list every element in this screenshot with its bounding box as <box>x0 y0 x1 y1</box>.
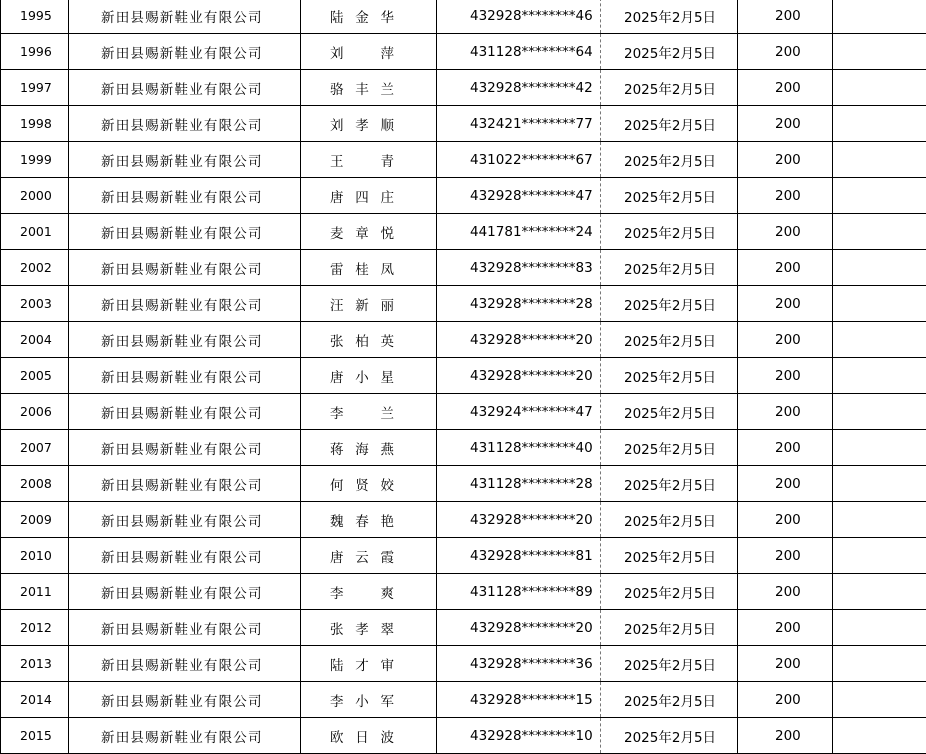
date-cell: 2025年2月5日 <box>601 394 738 430</box>
row-number: 2015 <box>1 718 69 754</box>
row-number: 2003 <box>1 286 69 322</box>
amount-cell: 200 <box>738 574 833 610</box>
company-cell: 新田县赐新鞋业有限公司 <box>69 250 301 286</box>
table-row <box>1 646 926 682</box>
name-cell <box>301 430 437 466</box>
table-row <box>1 502 926 538</box>
company-cell: 新田县赐新鞋业有限公司 <box>69 538 301 574</box>
empty-cell <box>833 250 926 286</box>
name-cell <box>301 70 437 106</box>
company-cell: 新田县赐新鞋业有限公司 <box>69 502 301 538</box>
row-number: 2009 <box>1 502 69 538</box>
row-number: 2011 <box>1 574 69 610</box>
name-text: 欧日波 <box>330 726 394 746</box>
name-cell <box>301 214 437 250</box>
name-text: 唐云霞 <box>330 546 394 566</box>
table-row <box>1 718 926 754</box>
row-number: 2004 <box>1 322 69 358</box>
date-cell: 2025年2月5日 <box>601 718 738 754</box>
name-cell <box>301 142 437 178</box>
id-number-cell: 431128********64 <box>437 34 601 70</box>
amount-cell: 200 <box>738 646 833 682</box>
name-cell <box>301 718 437 754</box>
name-text: 陆才审 <box>330 654 394 674</box>
id-number-cell: 432928********36 <box>437 646 601 682</box>
name-text: 李 爽 <box>330 582 394 602</box>
id-number-cell: 432928********15 <box>437 682 601 718</box>
name-text: 唐四庄 <box>330 186 394 206</box>
date-cell: 2025年2月5日 <box>601 538 738 574</box>
table-body <box>1 0 926 754</box>
table-row <box>1 214 926 250</box>
name-cell <box>301 646 437 682</box>
id-number-cell: 432928********42 <box>437 70 601 106</box>
empty-cell <box>833 286 926 322</box>
empty-cell <box>833 358 926 394</box>
table-row <box>1 106 926 142</box>
table-row <box>1 70 926 106</box>
name-cell <box>301 358 437 394</box>
amount-cell: 200 <box>738 394 833 430</box>
date-cell: 2025年2月5日 <box>601 358 738 394</box>
empty-cell <box>833 574 926 610</box>
row-number: 1995 <box>1 0 69 34</box>
name-text: 汪新丽 <box>330 294 394 314</box>
row-number: 2000 <box>1 178 69 214</box>
name-text: 何贤姣 <box>330 474 394 494</box>
empty-cell <box>833 178 926 214</box>
date-cell: 2025年2月5日 <box>601 178 738 214</box>
empty-cell <box>833 214 926 250</box>
name-text: 李小军 <box>330 690 394 710</box>
company-cell: 新田县赐新鞋业有限公司 <box>69 178 301 214</box>
table-row <box>1 34 926 70</box>
id-number-cell: 431022********67 <box>437 142 601 178</box>
empty-cell <box>833 538 926 574</box>
table-row <box>1 286 926 322</box>
name-text: 蒋海燕 <box>330 438 394 458</box>
name-text: 魏春艳 <box>330 510 394 530</box>
company-cell: 新田县赐新鞋业有限公司 <box>69 322 301 358</box>
id-number-cell: 432928********81 <box>437 538 601 574</box>
amount-cell: 200 <box>738 286 833 322</box>
name-text: 唐小星 <box>330 366 394 386</box>
table-row <box>1 430 926 466</box>
amount-cell: 200 <box>738 142 833 178</box>
date-cell: 2025年2月5日 <box>601 430 738 466</box>
row-number: 2010 <box>1 538 69 574</box>
date-cell: 2025年2月5日 <box>601 34 738 70</box>
id-number-cell: 432421********77 <box>437 106 601 142</box>
empty-cell <box>833 718 926 754</box>
name-cell <box>301 34 437 70</box>
amount-cell: 200 <box>738 250 833 286</box>
date-cell: 2025年2月5日 <box>601 214 738 250</box>
amount-cell: 200 <box>738 682 833 718</box>
company-cell: 新田县赐新鞋业有限公司 <box>69 646 301 682</box>
id-number-cell: 441781********24 <box>437 214 601 250</box>
table-row <box>1 322 926 358</box>
name-text: 麦章悦 <box>330 222 394 242</box>
name-text: 张柏英 <box>330 330 394 350</box>
id-number-cell: 432928********83 <box>437 250 601 286</box>
table-row <box>1 466 926 502</box>
name-cell <box>301 502 437 538</box>
table-row <box>1 574 926 610</box>
row-number: 2014 <box>1 682 69 718</box>
company-cell: 新田县赐新鞋业有限公司 <box>69 106 301 142</box>
date-cell: 2025年2月5日 <box>601 142 738 178</box>
row-number: 1997 <box>1 70 69 106</box>
empty-cell <box>833 34 926 70</box>
company-cell: 新田县赐新鞋业有限公司 <box>69 358 301 394</box>
empty-cell <box>833 430 926 466</box>
name-cell <box>301 394 437 430</box>
name-cell <box>301 610 437 646</box>
company-cell: 新田县赐新鞋业有限公司 <box>69 286 301 322</box>
company-cell: 新田县赐新鞋业有限公司 <box>69 430 301 466</box>
empty-cell <box>833 502 926 538</box>
amount-cell: 200 <box>738 214 833 250</box>
date-cell: 2025年2月5日 <box>601 286 738 322</box>
date-cell: 2025年2月5日 <box>601 70 738 106</box>
row-number: 2013 <box>1 646 69 682</box>
id-number-cell: 432928********20 <box>437 358 601 394</box>
company-cell: 新田县赐新鞋业有限公司 <box>69 394 301 430</box>
empty-cell <box>833 0 926 34</box>
empty-cell <box>833 142 926 178</box>
empty-cell <box>833 70 926 106</box>
amount-cell: 200 <box>738 466 833 502</box>
date-cell: 2025年2月5日 <box>601 682 738 718</box>
row-number: 2007 <box>1 430 69 466</box>
id-number-cell: 432928********47 <box>437 178 601 214</box>
name-text: 刘孝顺 <box>330 114 394 134</box>
table-row <box>1 358 926 394</box>
row-number: 1998 <box>1 106 69 142</box>
id-number-cell: 432924********47 <box>437 394 601 430</box>
empty-cell <box>833 394 926 430</box>
row-number: 2002 <box>1 250 69 286</box>
name-cell <box>301 538 437 574</box>
amount-cell: 200 <box>738 538 833 574</box>
company-cell: 新田县赐新鞋业有限公司 <box>69 466 301 502</box>
id-number-cell: 432928********20 <box>437 322 601 358</box>
id-number-cell: 432928********20 <box>437 502 601 538</box>
row-number: 1999 <box>1 142 69 178</box>
id-number-cell: 431128********89 <box>437 574 601 610</box>
company-cell: 新田县赐新鞋业有限公司 <box>69 142 301 178</box>
company-cell: 新田县赐新鞋业有限公司 <box>69 34 301 70</box>
empty-cell <box>833 646 926 682</box>
name-cell <box>301 322 437 358</box>
amount-cell: 200 <box>738 718 833 754</box>
amount-cell: 200 <box>738 430 833 466</box>
id-number-cell: 432928********10 <box>437 718 601 754</box>
empty-cell <box>833 682 926 718</box>
date-cell: 2025年2月5日 <box>601 574 738 610</box>
row-number: 2012 <box>1 610 69 646</box>
id-number-cell: 432928********46 <box>437 0 601 34</box>
company-cell: 新田县赐新鞋业有限公司 <box>69 0 301 34</box>
date-cell: 2025年2月5日 <box>601 322 738 358</box>
table-row <box>1 178 926 214</box>
name-text: 李 兰 <box>330 402 394 422</box>
amount-cell: 200 <box>738 610 833 646</box>
row-number: 2001 <box>1 214 69 250</box>
row-number: 2008 <box>1 466 69 502</box>
date-cell: 2025年2月5日 <box>601 466 738 502</box>
name-cell <box>301 250 437 286</box>
amount-cell: 200 <box>738 358 833 394</box>
name-text: 王 青 <box>330 150 394 170</box>
table-row <box>1 0 926 34</box>
date-cell: 2025年2月5日 <box>601 646 738 682</box>
name-cell <box>301 106 437 142</box>
table-row <box>1 250 926 286</box>
company-cell: 新田县赐新鞋业有限公司 <box>69 682 301 718</box>
name-text: 张孝翠 <box>330 618 394 638</box>
amount-cell: 200 <box>738 178 833 214</box>
id-number-cell: 431128********40 <box>437 430 601 466</box>
company-cell: 新田县赐新鞋业有限公司 <box>69 214 301 250</box>
amount-cell: 200 <box>738 34 833 70</box>
row-number: 2006 <box>1 394 69 430</box>
name-cell <box>301 682 437 718</box>
date-cell: 2025年2月5日 <box>601 106 738 142</box>
company-cell: 新田县赐新鞋业有限公司 <box>69 718 301 754</box>
table-row <box>1 142 926 178</box>
date-cell: 2025年2月5日 <box>601 250 738 286</box>
date-cell: 2025年2月5日 <box>601 0 738 34</box>
amount-cell: 200 <box>738 502 833 538</box>
row-number: 1996 <box>1 34 69 70</box>
row-number: 2005 <box>1 358 69 394</box>
name-cell <box>301 178 437 214</box>
id-number-cell: 432928********20 <box>437 610 601 646</box>
company-cell: 新田县赐新鞋业有限公司 <box>69 70 301 106</box>
empty-cell <box>833 610 926 646</box>
name-text: 雷桂凤 <box>330 258 394 278</box>
amount-cell: 200 <box>738 322 833 358</box>
name-cell <box>301 466 437 502</box>
amount-cell: 200 <box>738 70 833 106</box>
name-text: 骆丰兰 <box>330 78 394 98</box>
name-text: 陆金华 <box>330 6 394 26</box>
empty-cell <box>833 106 926 142</box>
name-cell <box>301 286 437 322</box>
date-cell: 2025年2月5日 <box>601 502 738 538</box>
date-cell: 2025年2月5日 <box>601 610 738 646</box>
table-row <box>1 682 926 718</box>
empty-cell <box>833 322 926 358</box>
name-cell <box>301 0 437 34</box>
table-row <box>1 538 926 574</box>
name-text: 刘 萍 <box>330 42 394 62</box>
company-cell: 新田县赐新鞋业有限公司 <box>69 574 301 610</box>
table-row <box>1 394 926 430</box>
empty-cell <box>833 466 926 502</box>
id-number-cell: 431128********28 <box>437 466 601 502</box>
company-cell: 新田县赐新鞋业有限公司 <box>69 610 301 646</box>
table-row <box>1 610 926 646</box>
amount-cell: 200 <box>738 106 833 142</box>
name-cell <box>301 574 437 610</box>
id-number-cell: 432928********28 <box>437 286 601 322</box>
amount-cell: 200 <box>738 0 833 34</box>
